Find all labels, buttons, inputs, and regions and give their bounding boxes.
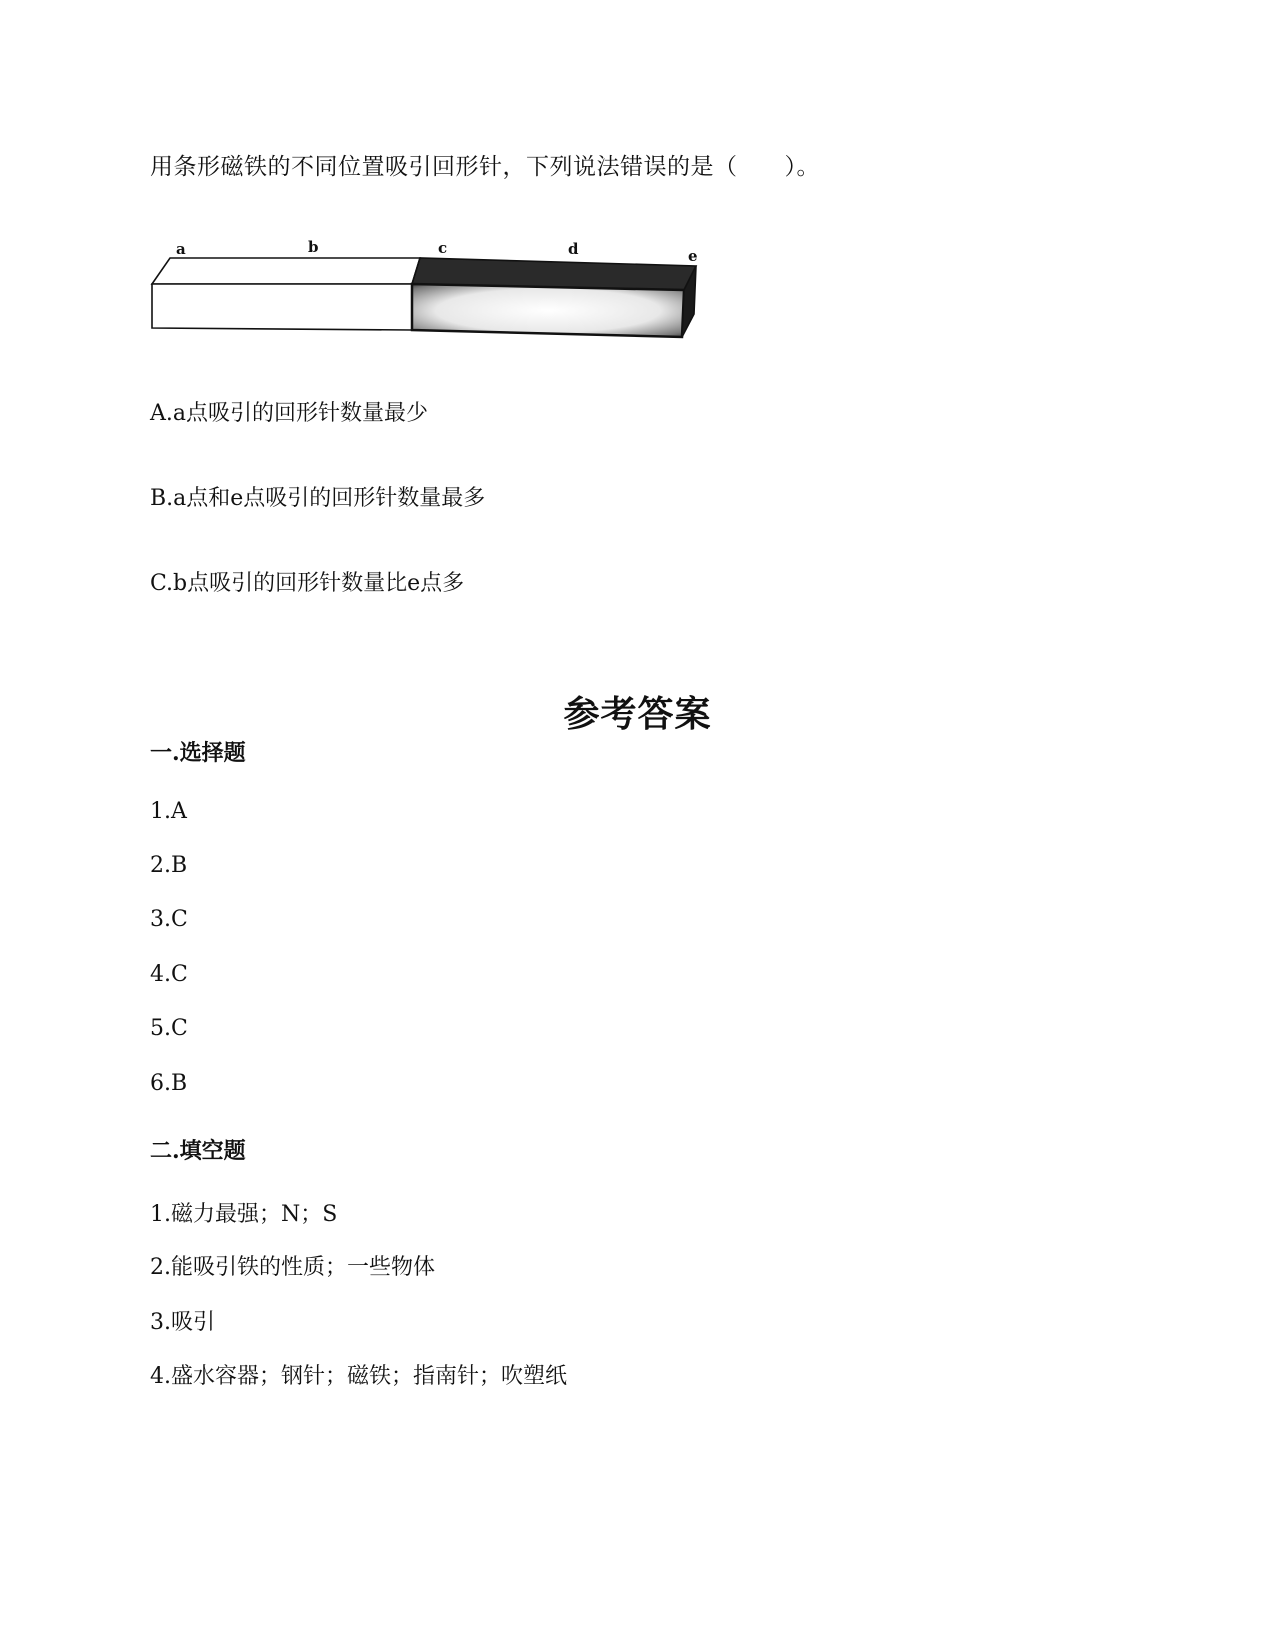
answer-item: 1.磁力最强；N；S [150, 1202, 338, 1227]
section-title-fill: 二.填空题 [150, 1138, 246, 1164]
bar-magnet-diagram [148, 240, 728, 355]
answer-item: 6.B [150, 1071, 188, 1096]
option-a: A.a点吸引的回形针数量最少 [150, 401, 428, 426]
magnet-left-front-face [152, 284, 412, 330]
diagram-label-e: e [688, 247, 698, 265]
section-title-choice: 一.选择题 [150, 740, 246, 766]
diagram-label-a: a [176, 240, 186, 258]
answer-item: 3.C [150, 907, 188, 932]
diagram-label-b: b [308, 240, 319, 256]
answer-item: 5.C [150, 1016, 188, 1041]
answer-item: 2.B [150, 853, 188, 878]
answer-item: 4.C [150, 962, 188, 987]
option-b: B.a点和e点吸引的回形针数量最多 [150, 486, 486, 511]
answer-item: 4.盛水容器；钢针；磁铁；指南针；吹塑纸 [150, 1364, 567, 1389]
question-text: 用条形磁铁的不同位置吸引回形针，下列说法错误的是（ ）。 [150, 154, 820, 180]
answer-item: 3.吸引 [150, 1310, 215, 1335]
diagram-label-d: d [568, 240, 579, 258]
diagram-label-c: c [438, 240, 448, 257]
answer-title: 参考答案 [563, 693, 712, 735]
magnet-right-front-face [412, 284, 684, 337]
answer-item: 2.能吸引铁的性质；一些物体 [150, 1255, 435, 1280]
magnet-left-top-face [152, 258, 420, 284]
option-c: C.b点吸引的回形针数量比e点多 [150, 571, 465, 596]
answer-item: 1.A [150, 799, 187, 824]
